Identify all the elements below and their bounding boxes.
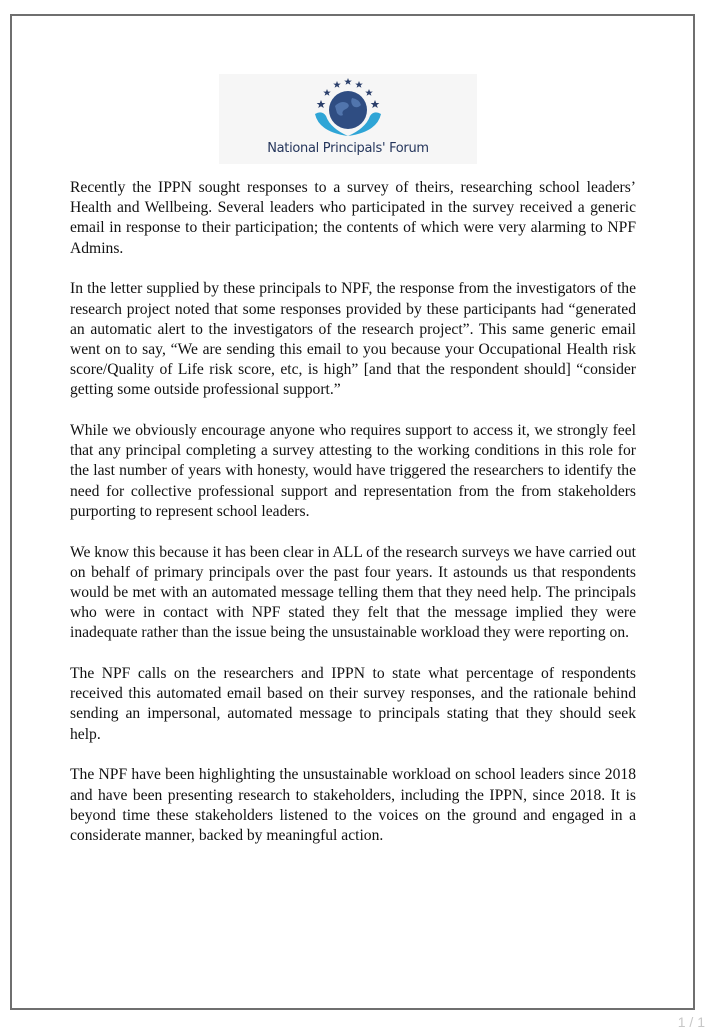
paragraph-5: The NPF calls on the researchers and IPPN to state what percentage of respondents received this automated email based on their survey responses, and the rationale behind sending an impersonal, automated message to principals stating that they should seek help. bbox=[70, 665, 636, 743]
page-number: 1 / 1 bbox=[677, 1014, 705, 1030]
npf-logo bbox=[219, 74, 477, 164]
paragraph-1: Recently the IPPN sought responses to a survey of theirs, researching school leaders’ Health and Wellbeing. Several leaders who participated in the survey received a generic email in response to their participation; the contents of which were very alarming to NPF Admins. bbox=[70, 179, 636, 257]
paragraph-4: We know this because it has been clear in ALL of the research surveys we have carried out on behalf of primary principals over the past four years. It astounds us that respondents would be met with an automated message telling them that they need help. The principals who were in contact with NPF stated they felt that the message implied they were inadequate rather than the issue being the unsustainable workload they were reporting on. bbox=[70, 543, 636, 642]
paragraph-3: While we obviously encourage anyone who requires support to access it, we strongly feel that any principal completing a survey attesting to the working conditions in this role for the last number of years with honesty, would have triggered the researchers to identify the need for collective professional support and representation from the from stakeholders purporting to represent school leaders. bbox=[70, 422, 636, 520]
paragraph-2: In the letter supplied by these principals to NPF, the response from the investigators of the research project noted that some responses provided by these participants had “generated an automatic alert to the investigators of the research project”. This same generic email went on to say, “We are sending this email to you because your Occupational Health risk score/Quality of Life risk score, etc, is high” [and that the respondent should] “consider getting some outside professional support.” bbox=[70, 280, 636, 399]
globe-in-hands-icon bbox=[301, 76, 395, 140]
letter-body bbox=[70, 178, 636, 867]
logo-wordmark: National Principals' Forum bbox=[267, 141, 429, 156]
paragraph-6: The NPF have been highlighting the unsustainable workload on school leaders since 2018 and have been presenting research to stakeholders, including the IPPN, since 2018. It is beyond time these stakeholders listened to the voices on the ground and engaged in a considerate manner, backed by meaningful action. bbox=[70, 766, 636, 844]
